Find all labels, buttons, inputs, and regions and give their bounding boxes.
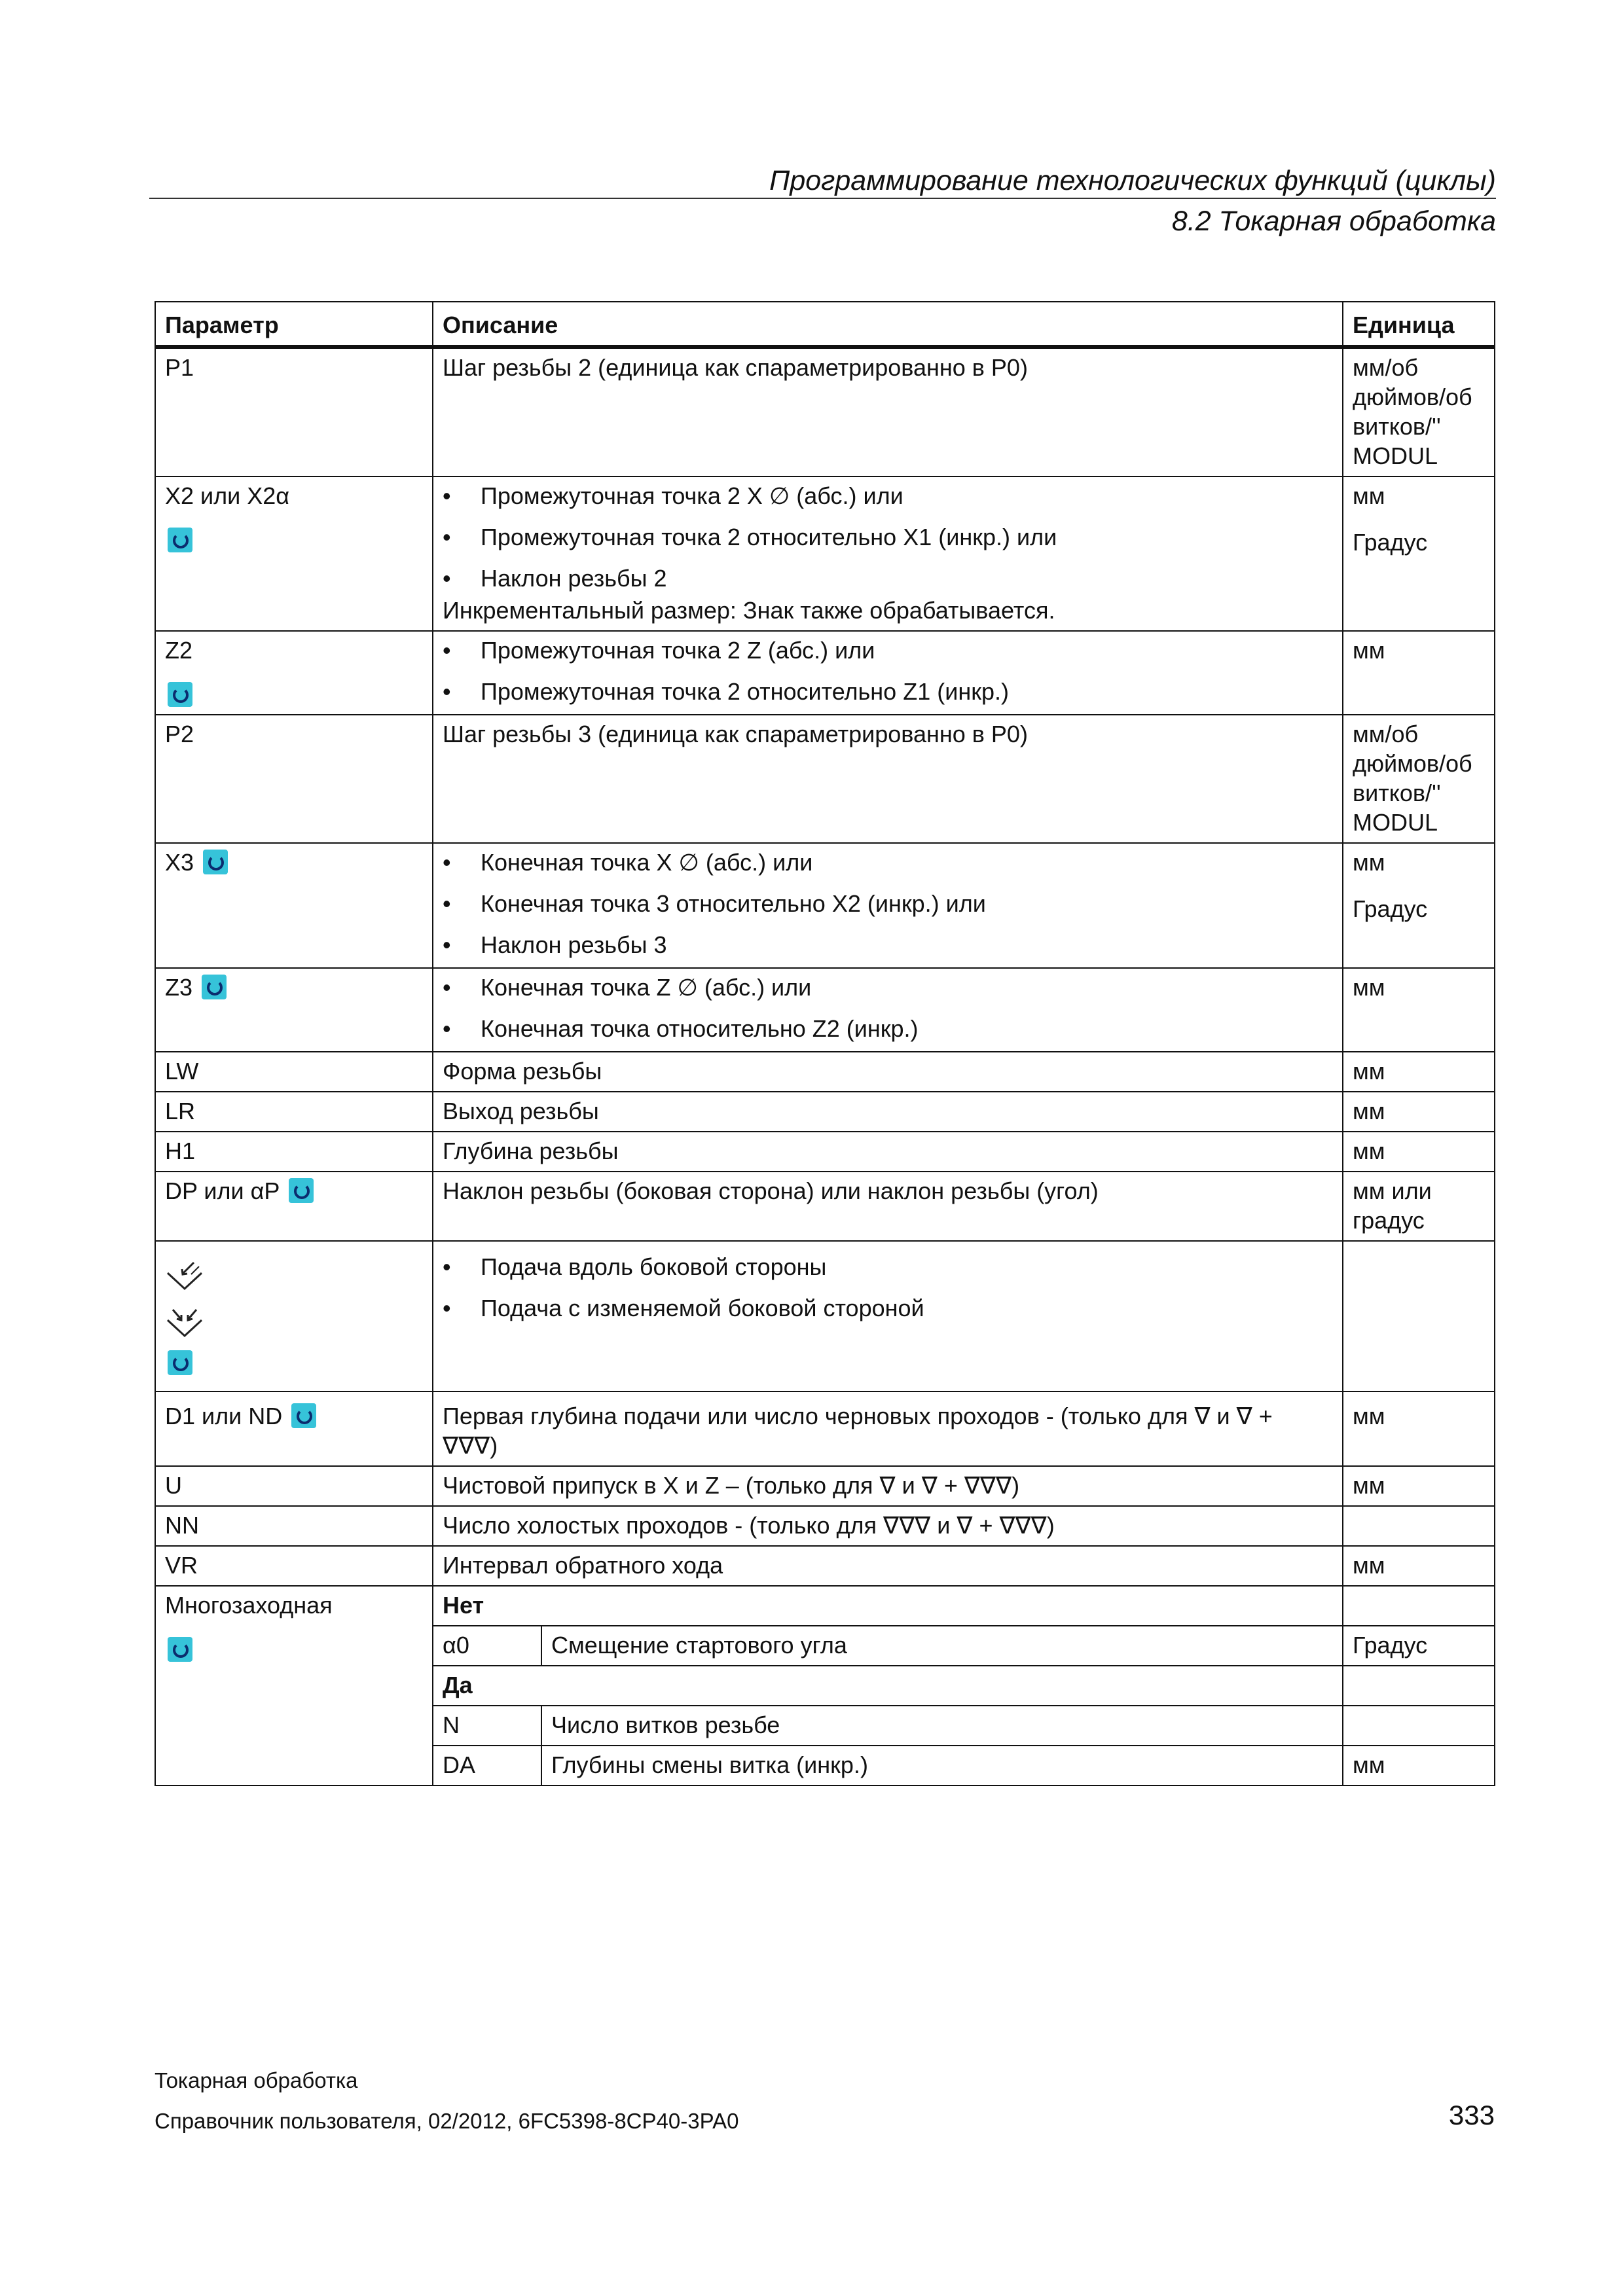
param-cell bbox=[155, 843, 433, 968]
unit-cell bbox=[1343, 347, 1495, 476]
table-row bbox=[155, 968, 1495, 1052]
unit-line: мм/об bbox=[1353, 354, 1419, 381]
param-label: Z3 bbox=[165, 974, 193, 1001]
bullet-list bbox=[443, 636, 1333, 706]
list-item: • Наклон резьбы 2 bbox=[443, 564, 1333, 593]
list-item: • Конечная точка Z ∅ (абс.) или bbox=[443, 973, 1333, 1002]
table-row bbox=[155, 1172, 1495, 1241]
bullet-list bbox=[443, 973, 1333, 1043]
feed-along-flank-icon bbox=[165, 1259, 204, 1291]
unit-line: витков/'' bbox=[1353, 413, 1441, 440]
unit-line: витков/'' bbox=[1353, 780, 1441, 806]
desc-cell: Форма резьбы bbox=[433, 1052, 1343, 1092]
footer-doc-id: Справочник пользователя, 02/2012, 6FC5398-8CP40-3PA0 bbox=[155, 2109, 739, 2133]
param-cell bbox=[155, 968, 433, 1052]
running-header-section: 8.2 Токарная обработка bbox=[1171, 206, 1496, 237]
unit-cell bbox=[1343, 843, 1495, 968]
param-label: DP или αP bbox=[165, 1177, 280, 1204]
rotate-toggle-icon[interactable] bbox=[168, 1637, 192, 1662]
col-header-unit: Единица bbox=[1343, 302, 1495, 347]
list-item: • Конечная точка X ∅ (абс.) или bbox=[443, 848, 1333, 877]
param-label: Z2 bbox=[165, 637, 193, 664]
param-label: X2 или X2α bbox=[165, 482, 290, 509]
unit-line: мм или bbox=[1353, 1177, 1432, 1204]
param-cell: LW bbox=[155, 1052, 433, 1092]
rotate-toggle-icon[interactable] bbox=[203, 850, 228, 874]
option-yes-label: Да bbox=[433, 1666, 1343, 1706]
rotate-toggle-icon[interactable] bbox=[202, 975, 227, 999]
param-label: Многозаходная bbox=[165, 1592, 333, 1619]
list-item: • Подача с изменяемой боковой стороной bbox=[443, 1293, 1333, 1323]
sub-param-cell: N bbox=[433, 1706, 541, 1746]
param-cell: P1 bbox=[155, 347, 433, 476]
unit-cell bbox=[1343, 1706, 1495, 1746]
unit-line: мм bbox=[1353, 482, 1385, 509]
unit-line: MODUL bbox=[1353, 809, 1438, 836]
unit-cell bbox=[1343, 1666, 1495, 1706]
rotate-toggle-icon[interactable] bbox=[289, 1178, 314, 1203]
table-row bbox=[155, 1466, 1495, 1506]
unit-line: мм/об bbox=[1353, 721, 1419, 747]
list-item: • Промежуточная точка 2 Z (абс.) или bbox=[443, 636, 1333, 665]
param-cell: P2 bbox=[155, 715, 433, 843]
unit-cell: мм bbox=[1343, 1546, 1495, 1586]
unit-cell bbox=[1343, 715, 1495, 843]
col-header-param: Параметр bbox=[155, 302, 433, 347]
unit-cell: мм bbox=[1343, 1052, 1495, 1092]
param-cell bbox=[155, 1241, 433, 1391]
unit-cell: мм bbox=[1343, 1466, 1495, 1506]
desc-cell: Смещение стартового угла bbox=[541, 1626, 1343, 1666]
table-row bbox=[155, 843, 1495, 968]
unit-cell: мм bbox=[1343, 1391, 1495, 1466]
table-row bbox=[155, 1546, 1495, 1586]
desc-cell: Глубины смены витка (инкр.) bbox=[541, 1746, 1343, 1785]
desc-note: Инкрементальный размер: Знак также обрабатывается. bbox=[443, 597, 1055, 624]
desc-cell: Число холостых проходов - (только для ∇∇∇ и ∇ + ∇∇∇) bbox=[433, 1506, 1343, 1546]
table-row bbox=[155, 631, 1495, 715]
rotate-toggle-icon[interactable] bbox=[168, 682, 192, 707]
unit-line: MODUL bbox=[1353, 442, 1438, 469]
rotate-toggle-icon[interactable] bbox=[168, 1350, 192, 1375]
param-cell bbox=[155, 1391, 433, 1466]
param-cell bbox=[155, 476, 433, 631]
bullet-list bbox=[443, 848, 1333, 960]
unit-line: градус bbox=[1353, 1207, 1425, 1234]
unit-cell: мм bbox=[1343, 1092, 1495, 1132]
parameter-table bbox=[155, 301, 1495, 1786]
table-row bbox=[155, 1092, 1495, 1132]
table-row bbox=[155, 347, 1495, 476]
param-cell: VR bbox=[155, 1546, 433, 1586]
param-cell bbox=[155, 631, 433, 715]
bullet-list bbox=[443, 481, 1333, 593]
unit-cell: мм bbox=[1343, 968, 1495, 1052]
unit-line: дюймов/об bbox=[1353, 384, 1472, 410]
rotate-toggle-icon[interactable] bbox=[168, 528, 192, 552]
unit-cell bbox=[1343, 1586, 1495, 1626]
desc-cell: Шаг резьбы 2 (единица как спараметрированно в P0) bbox=[433, 347, 1343, 476]
unit-cell bbox=[1343, 1241, 1495, 1391]
desc-cell: Шаг резьбы 3 (единица как спараметрированно в P0) bbox=[433, 715, 1343, 843]
list-item: • Наклон резьбы 3 bbox=[443, 930, 1333, 960]
running-header-title: Программирование технологических функций (циклы) bbox=[769, 165, 1496, 196]
param-cell: U bbox=[155, 1466, 433, 1506]
page-number: 333 bbox=[1448, 2100, 1495, 2130]
list-item: • Промежуточная точка 2 относительно X1 (инкр.) или bbox=[443, 522, 1333, 552]
list-item: • Промежуточная точка 2 X ∅ (абс.) или bbox=[443, 481, 1333, 511]
param-cell: LR bbox=[155, 1092, 433, 1132]
unit-line: Градус bbox=[1353, 895, 1428, 922]
table-row bbox=[155, 1052, 1495, 1092]
rotate-toggle-icon[interactable] bbox=[291, 1403, 316, 1428]
table-row bbox=[155, 1586, 1495, 1626]
sub-param-cell: DA bbox=[433, 1746, 541, 1785]
param-cell: H1 bbox=[155, 1132, 433, 1172]
desc-cell: Первая глубина подачи или число черновых проходов - (только для ∇ и ∇ + ∇∇∇) bbox=[433, 1391, 1343, 1466]
table-row bbox=[155, 1506, 1495, 1546]
unit-cell: мм bbox=[1343, 631, 1495, 715]
unit-cell: Градус bbox=[1343, 1626, 1495, 1666]
param-cell: NN bbox=[155, 1506, 433, 1546]
desc-cell: Выход резьбы bbox=[433, 1092, 1343, 1132]
param-cell bbox=[155, 1172, 433, 1241]
col-header-desc: Описание bbox=[433, 302, 1343, 347]
feed-alternating-flank-icon bbox=[165, 1306, 204, 1338]
desc-cell bbox=[433, 968, 1343, 1052]
list-item: • Конечная точка 3 относительно X2 (инкр.) или bbox=[443, 889, 1333, 918]
desc-cell: Число витков резьбе bbox=[541, 1706, 1343, 1746]
footer-product: Токарная обработка bbox=[155, 2068, 358, 2092]
desc-cell bbox=[433, 476, 1343, 631]
unit-cell bbox=[1343, 476, 1495, 631]
list-item: • Конечная точка относительно Z2 (инкр.) bbox=[443, 1014, 1333, 1043]
sub-param-cell: α0 bbox=[433, 1626, 541, 1666]
table-row bbox=[155, 1391, 1495, 1466]
desc-cell bbox=[433, 1241, 1343, 1391]
unit-line: дюймов/об bbox=[1353, 750, 1472, 777]
unit-cell: мм bbox=[1343, 1746, 1495, 1785]
table-row bbox=[155, 1132, 1495, 1172]
unit-cell: мм bbox=[1343, 1132, 1495, 1172]
desc-cell bbox=[433, 631, 1343, 715]
unit-line: мм bbox=[1353, 849, 1385, 876]
table-header-row bbox=[155, 302, 1495, 347]
unit-cell bbox=[1343, 1172, 1495, 1241]
option-no-label: Нет bbox=[433, 1586, 1343, 1626]
desc-cell: Наклон резьбы (боковая сторона) или наклон резьбы (угол) bbox=[433, 1172, 1343, 1241]
unit-cell bbox=[1343, 1506, 1495, 1546]
table-row bbox=[155, 476, 1495, 631]
desc-cell bbox=[433, 843, 1343, 968]
table-row bbox=[155, 1241, 1495, 1391]
header-rule bbox=[149, 198, 1496, 199]
param-cell bbox=[155, 1586, 433, 1785]
desc-cell: Глубина резьбы bbox=[433, 1132, 1343, 1172]
list-item: • Подача вдоль боковой стороны bbox=[443, 1252, 1333, 1282]
desc-cell: Чистовой припуск в X и Z – (только для ∇ и ∇ + ∇∇∇) bbox=[433, 1466, 1343, 1506]
table-row bbox=[155, 715, 1495, 843]
list-item: • Промежуточная точка 2 относительно Z1 (инкр.) bbox=[443, 677, 1333, 706]
bullet-list bbox=[443, 1252, 1333, 1323]
desc-cell: Интервал обратного хода bbox=[433, 1546, 1343, 1586]
unit-line: Градус bbox=[1353, 529, 1428, 556]
param-label: X3 bbox=[165, 849, 194, 876]
param-label: D1 или ND bbox=[165, 1403, 283, 1429]
